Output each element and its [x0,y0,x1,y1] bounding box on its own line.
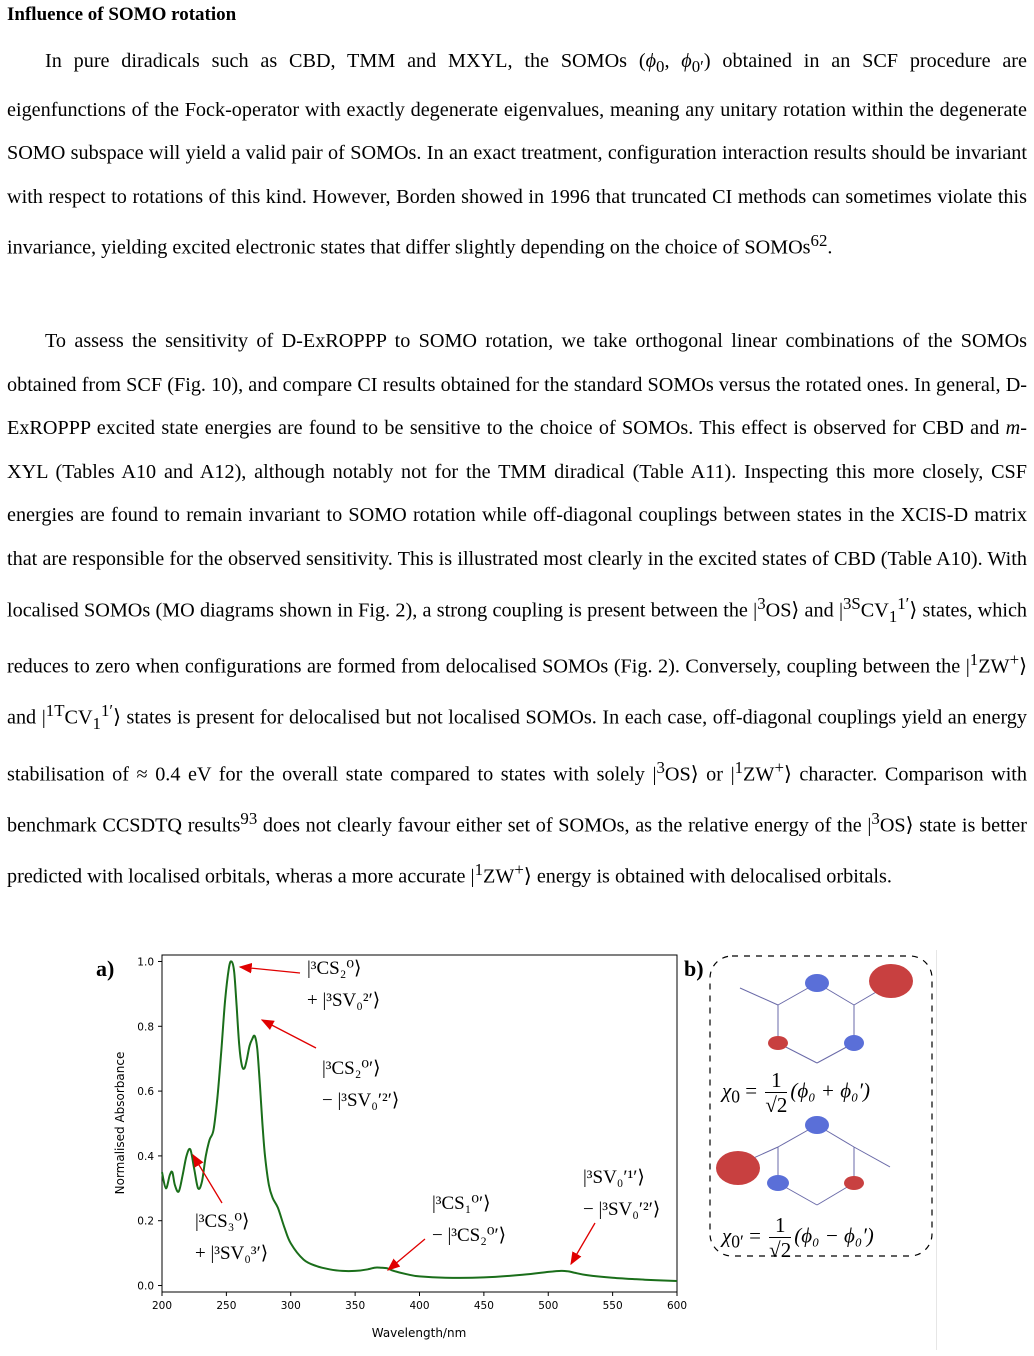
x-tick-label: 450 [473,1300,494,1312]
formula-chi0: $\chi_0$ = $\frac{1}{√2}$ (ϕ₀ + ϕ₀′) [722,1068,870,1117]
paragraph-2: To assess the sensitivity of D-ExROPPP to SOMO rotation, we take orthogonal linear combinations of the SOMOs obtained from SCF (Fig. 10), and compare CI results obtained for the standard SOMOs versus the rotated ones. In general, D-ExROPPP excited state energies are found to be sensitive to the choice of SOMOs. This effect is observed for CBD and m-XYL (Tables A10 and A12), although notably not for the TMM diradical (Table A11). Inspecting this more closely, CSF energies are found to remain invariant to SOMO rotation while off-diagonal couplings between states in the XCIS-D matrix that are responsible for the observed sensitivity. This is illustrated most clearly in the excited states of CBD (Table A10). With localised SOMOs (MO diagrams shown in Fig. 2), a strong coupling is present between the $|^3OS⟩$ and $|^{3S}CV_1^{1'}⟩$ states, which reduces to zero when configurations are formed from delocalised SOMOs (Fig. 2). Conversely, coupling between the $|^1ZW^+⟩$ and $|^{1T}CV_1^{1'}⟩$ states is present for delocalised but not localised SOMOs. In each case, off-diagonal couplings yield an energy stabilisation of ≈ 0.4 eV for the overall state compared to states with solely $|^3OS⟩$ or $|^1ZW^+⟩$ character. Comparison with benchmark CCSDTQ results$^{93}$ does not clearly favour either set of SOMOs, as the relative energy of the $|^3OS⟩$ state is better predicted with localised orbitals, wheras a more accurate $|^1ZW^+⟩$ energy is obtained with delocalised orbitals. [7,330,1028,888]
arrow-peak-1 [240,967,300,973]
x-tick-label: 400 [409,1300,430,1312]
x-tick-label: 200 [151,1300,173,1312]
arrow-peak-2 [262,1020,316,1048]
lobe-blue [805,974,829,992]
citation: 62 [810,231,828,251]
annotation-1: |³CS₂⁰⟩ + |³SV₀²′⟩ [307,958,381,1011]
y-tick-label: 0.4 [137,1150,154,1163]
y-axis [137,956,162,1292]
annotation-5: |³SV₀′¹′⟩ − |³SV₀′²′⟩ [583,1167,661,1220]
panel-b [684,950,933,1262]
y-axis-title: Normalised Absorbance [113,1051,127,1195]
arrow-peak-3 [193,1155,222,1203]
molecule-chi0p [716,1116,890,1205]
section-heading: Influence of SOMO rotation [7,4,237,25]
annotation-3: |³CS₃⁰⟩ + |³SV₀³′⟩ [195,1211,269,1264]
formula-chi0p: $\chi_{0'}$ = $\frac{1}{√2}$ (ϕ₀ − ϕ₀′) [722,1213,874,1262]
arrow-peak-5 [571,1223,595,1264]
x-axis-title: Wavelength/nm [371,1326,467,1340]
x-tick-label: 600 [666,1300,688,1312]
annotation-4: |³CS₁⁰′⟩ − |³CS₂⁰′⟩ [432,1193,507,1246]
lobe-red [869,964,913,998]
panel-b-label: b) [684,956,704,981]
lobe-blue [805,1116,829,1134]
y-tick-label: 0.2 [137,1215,154,1228]
y-tick-label: 0.6 [137,1086,154,1099]
x-tick-label: 300 [280,1300,301,1312]
lobe-red [716,1151,760,1185]
x-tick-label: 250 [216,1300,237,1312]
figure-10 [0,950,1034,1350]
citation: 93 [240,808,258,828]
paragraph-1: In pure diradicals such as CBD, TMM and MXYL, the SOMOs ($\phi_0$, $\phi_{0'}$) obtained in an SCF procedure are eigenfunctions of the Fock-operator with exactly degenerate eigenvalues, meaning any unitary rotation within the degenerate SOMO subspace will yield a valid pair of SOMOs. In an exact treatment, configuration interaction results should be invariant with respect to rotations of this kind. However, Borden showed in 1996 that truncated CI methods can sometimes violate this invariance, yielding excited electronic states that differ slightly depending on the choice of SOMOs$^{62}$. [7,50,1027,260]
y-tick-label: 0.0 [137,1280,154,1293]
annotation-2: |³CS₂⁰′⟩ − |³SV₀′²′⟩ [322,1058,400,1111]
lobe-red [768,1036,788,1050]
molecule-chi0 [740,964,913,1063]
lobe-blue [844,1035,864,1051]
y-tick-label: 1.0 [137,956,154,969]
x-tick-label: 500 [538,1300,559,1312]
lobe-blue [767,1175,789,1191]
arrow-peak-4 [388,1239,425,1270]
x-tick-label: 350 [345,1300,366,1312]
y-tick-label: 0.8 [137,1021,154,1034]
x-axis [152,1292,687,1312]
x-tick-label: 550 [602,1300,623,1312]
lobe-red [844,1176,864,1190]
panel-a-label: a) [96,956,115,981]
